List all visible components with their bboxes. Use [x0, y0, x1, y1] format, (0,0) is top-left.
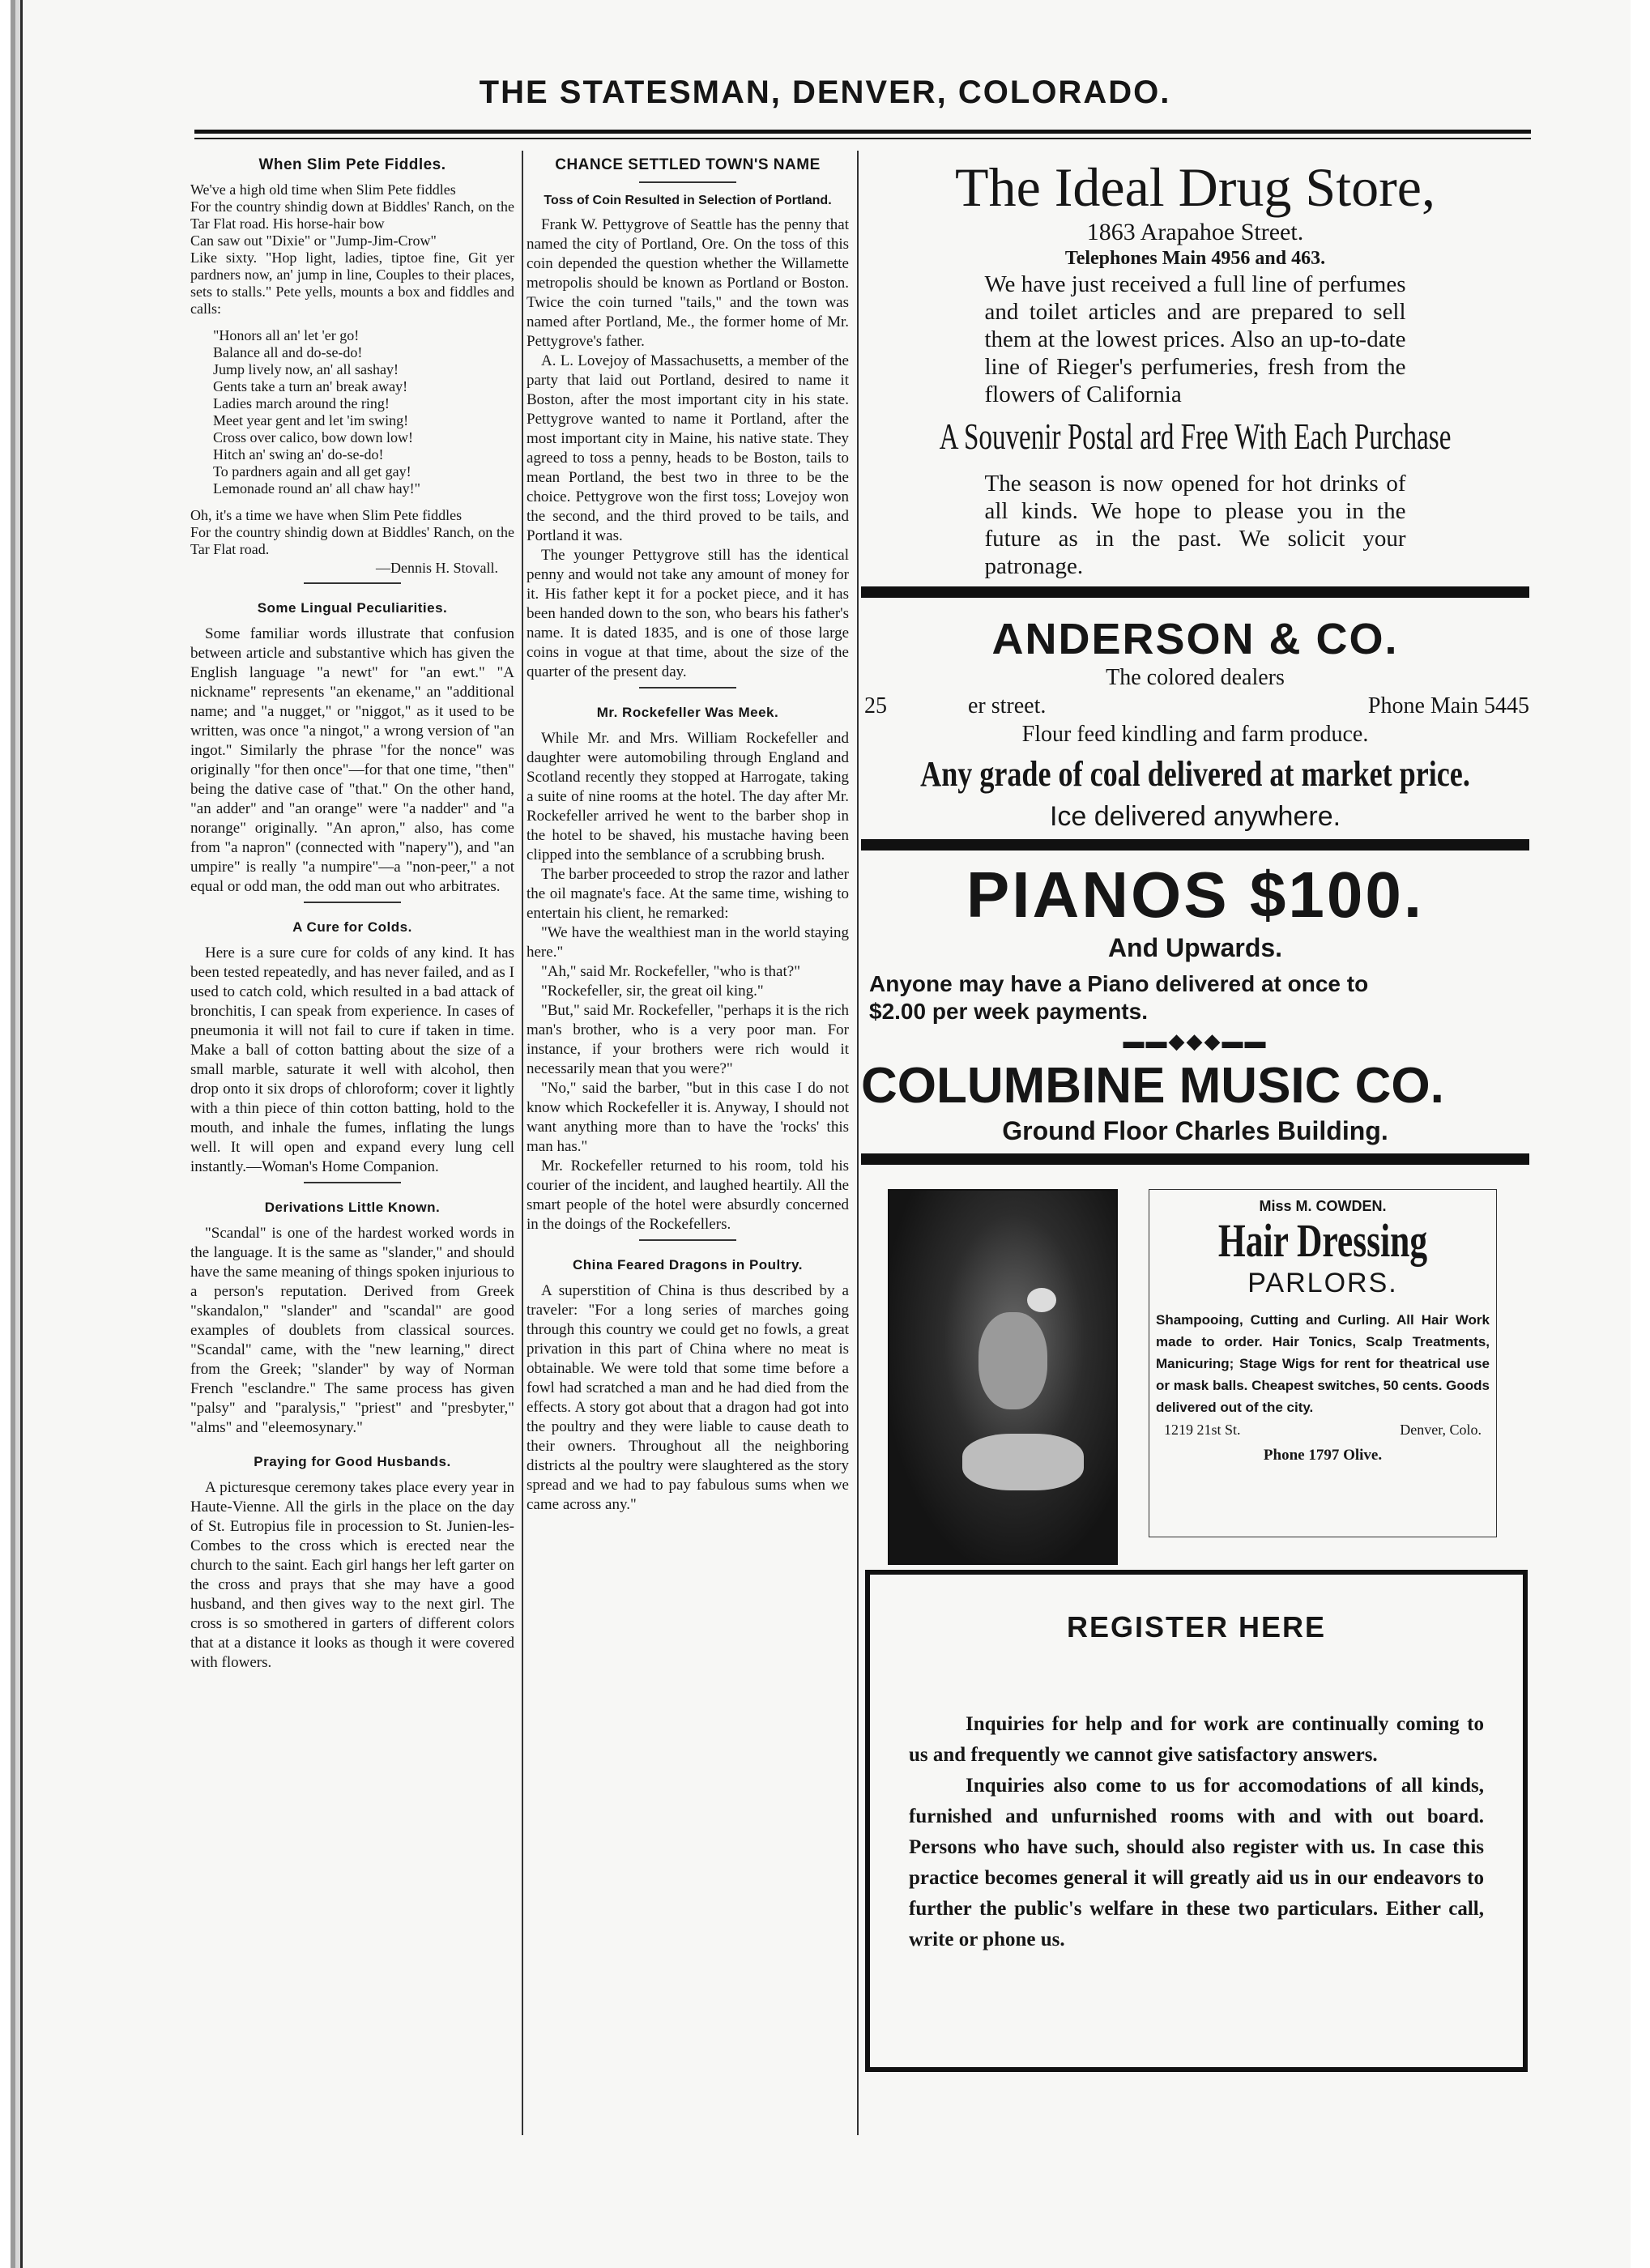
article-paragraph: A. L. Lovejoy of Massachusetts, a member of the party that laid out Portland, desired to name it Boston, after the most important city in his state. Pettygrove wanted to name it Portland, after the most important city in Maine, his native state. They agreed to toss a penny, heads to be Boston, tails to mean Portland, the best two in three to be the choice. Pettygrove won the first toss; Lovejoy won the second, and the third proved to be tails, and Portland it was. — [527, 352, 849, 544]
ad-register-here — [865, 1570, 1528, 2072]
article-slim-pete — [190, 156, 514, 584]
ad-body: We have just received a full line of perfumes and toilet articles and are prepared to sell them at the lowest prices. Also an up-to-date line of Rieger's perfumeries, fresh from the flowers of California — [984, 271, 1406, 407]
ad-body: Shampooing, Cutting and Curling. All Hair Work made to order. Hair Tonics, Scalp Treatments, Manicuring; Stage Wigs for rent for theatrical use or mask balls. Cheapest switches, 50 cents. Goods delivered out of the city. — [1156, 1312, 1490, 1415]
article-body: Some familiar words illustrate that confusion between article and substantive which has given the English language "a newt" for "an ewt." "A nickname" represents "an ekename," an "additional name; and "a nugget," or "niggot," as it used to be written, was once "a ningot," a wrong version of "an ingot." Similarly the phrase "for the nonce" was originally "for then once"—for that one time, "then" being the dative case of "that." On the other hand, "an adder" and "an orange" were "a nadder" and "a norange" originally. "An apron," also, has come from "a napron" (connected with "napery"), and "an umpire" is really "a numpire"—a "non-peer," a not equal or odd man, the odd man out who arbitrates. — [190, 625, 514, 895]
city: Denver, Colo. — [1400, 1422, 1482, 1438]
ad-body — [909, 1709, 1484, 1955]
article-paragraph: "We have the wealthiest man in the world staying here." — [527, 924, 849, 961]
ad-closing: The season is now opened for hot drinks of all kinds. We hope to please you in the future as in the past. We solicit your patronage. — [984, 471, 1406, 579]
article-paragraph: "Ah," said Mr. Rockefeller, "who is that?" — [541, 963, 800, 980]
ad-subtitle: PARLORS. — [1247, 1268, 1398, 1298]
poem-intro: We've a high old time when Slim Pete fiddles For the country shindig down at Biddles' Ranch, on the Tar Flat road. His horse-hair bow Can saw out "Dixie" or "Jump-Jim-Crow" Like sixty. "Hop light, ladies, tiptoe fine, Git yer pardners now, an' jump in line, Couples to their places, sets to stalls." Pete yells, mounts a box and fiddles and calls: — [190, 181, 514, 317]
article-lingual — [190, 599, 514, 903]
phone: Phone Main 5445 — [1367, 693, 1529, 718]
article-body: Here is a sure cure for colds of any kind. It has been tested repeatedly, and has never failed, and as I used to catch cold, which resulted in a bad attack of bronchitis, I can speak from experience. In cases of pneumonia it will not fail to cure if taken in time. Make a ball of cotton batting about the size of a small marble, saturate it well with alcohol, then drop onto it six drops of chloroform; cover it lightly with a thin piece of thin cotton batting, hold to the mouth, and inhale the fumes, inflating the lungs well. It will open and expand every lung cell instantly.—Woman's Home Companion. — [190, 944, 514, 1175]
portrait-flower — [1027, 1288, 1056, 1312]
portrait-face — [978, 1312, 1047, 1409]
article-paragraph: The barber proceeded to strop the razor and lather the oil magnate's face. At the same time, wishing to entertain his client, he remarked: — [527, 866, 849, 922]
ad-company: COLUMBINE MUSIC CO. — [861, 1058, 1444, 1114]
hair-ad-box — [1149, 1189, 1497, 1537]
section-rule — [639, 181, 736, 183]
article-china — [527, 1256, 849, 1515]
ads-column — [861, 156, 1529, 2088]
ad-hair-dressing — [861, 1189, 1529, 1570]
article-paragraph: "No," said the barber, "but in this case I do not know which Rockefeller it is. Anyway, I should not want anything more than to have the 'rocks' this man has." — [527, 1080, 849, 1155]
article-title: CHANCE SETTLED TOWN'S NAME — [555, 156, 821, 173]
article-title: China Feared Dragons in Poultry. — [573, 1257, 803, 1273]
register-paragraph: Inquiries for help and for work are continually coming to us and frequently we cannot give satisfactory answers. — [909, 1713, 1484, 1766]
proprietor-name: Miss M. COWDEN. — [1259, 1198, 1387, 1214]
register-wrap — [861, 1570, 1529, 2088]
ad-upwards: And Upwards. — [1107, 933, 1283, 962]
article-title: Derivations Little Known. — [264, 1200, 441, 1215]
column-1 — [190, 156, 514, 1673]
ad-anderson — [861, 614, 1529, 833]
ad-location: Ground Floor Charles Building. — [1002, 1116, 1388, 1145]
ad-ideal-drug-store — [861, 156, 1529, 580]
ad-address-row — [861, 692, 1529, 721]
article-body: "Scandal" is one of the hardest worked words in the language. It is the same as "slander," and should have the same meaning of things spoken injurious to a person's reputation. Derived from Greek "skandalon," "slander" and "scandal" are good examples of doublets from classical sources. "Scandal" came, with the "new learning," direct from the Greek; "slander" by way of Norman French "esclandre." The same process has given "palsy" and "paralysis," "priest" and "presbyter," "alms" and "eleemosynary." — [190, 1225, 514, 1436]
ad-title: ANDERSON & CO. — [991, 615, 1399, 663]
poem-signature: —Dennis H. Stovall. — [376, 560, 498, 576]
ad-title: REGISTER HERE — [1066, 1610, 1327, 1643]
masthead-rule-thin — [194, 138, 1531, 139]
ad-divider — [861, 586, 1529, 598]
masthead-rule — [194, 130, 1531, 134]
section-rule — [639, 687, 736, 688]
register-paragraph: Inquiries also come to us for accomodations of all kinds, furnished and unfurnished rooms with and with out board. Persons who have such, should also register with us. In case this practice becomes general it will greatly aid us in our endeavors to further the public's welfare in these two particulars. Either call, write or phone us. — [909, 1775, 1484, 1950]
ad-coal: Any grade of coal delivered at market price. — [920, 754, 1470, 794]
ad-produce: Flour feed kindling and farm produce. — [1021, 722, 1369, 747]
article-subtitle: Toss of Coin Resulted in Selection of Portland. — [544, 194, 832, 207]
ad-pianos — [861, 859, 1529, 1147]
ad-address: 1863 Arapahoe Street. — [1086, 219, 1304, 245]
ad-body: Anyone may have a Piano delivered at once to $2.00 per week payments. — [869, 971, 1369, 1024]
article-praying — [190, 1452, 514, 1673]
ad-telephones: Telephones Main 4956 and 463. — [1064, 248, 1326, 269]
ad-title: Hair Dressing — [1217, 1214, 1428, 1267]
section-rule — [304, 1182, 401, 1183]
ad-souvenir-offer: A Souvenir Postal ard Free With Each Purchase — [939, 416, 1452, 457]
article-paragraph: The younger Pettygrove still has the identical penny and would not take any amount of money for it. His father kept it for a pocket piece, and it has been handed down to the son, who bears his father's name. It is dated 1835, and is one of those large coins in vogue at that time, about the size of the quarter of the present day. — [527, 547, 849, 680]
article-title: A Cure for Colds. — [292, 919, 412, 935]
ad-divider — [861, 1153, 1529, 1165]
ad-ice: Ice delivered anywhere. — [1049, 801, 1341, 832]
section-rule — [304, 902, 401, 903]
article-body: A superstition of China is thus described by a traveler: "For a long series of marches going through this country we could get no fowls, a great privation in this part of China where no meat is obtainable. We were told that some time before a fowl had scratched a man and he had died from the effects. A story got about that a dragon had got into the poultry and they were liable to cause death to their owners. Throughout all the neighboring districts al the poultry were slaughtered as the story spread and we had to pay fabulous sums when we came across any." — [527, 1282, 849, 1513]
ad-title: PIANOS $100. — [966, 859, 1425, 931]
street-address: 1219 21st St. — [1164, 1422, 1241, 1438]
ad-divider — [861, 839, 1529, 850]
section-rule — [304, 582, 401, 584]
article-rockefeller — [527, 703, 849, 1241]
article-body: A picturesque ceremony takes place every year in Haute-Vienne. All the girls in the place on the day of St. Eutropius file in procession to St. Junien-les-Combes to the cross which is erected near the church to the saint. Each girl hangs her left garter on the cross and prays that she may have a good husband, and then gives way to the next girl. The cross is so smothered in garters of different colors that at a distance it looks as though it were covered with flowers. — [190, 1479, 514, 1671]
column-divider-1 — [522, 151, 523, 2135]
section-rule — [639, 1239, 736, 1241]
portrait-photo — [888, 1189, 1118, 1565]
article-title: Some Lingual Peculiarities. — [257, 600, 448, 616]
article-title: Mr. Rockefeller Was Meek. — [596, 705, 779, 720]
article-paragraph: While Mr. and Mrs. William Rockefeller and daughter were automobiling through England and Scotland recently they stopped at Harrogate, taking a suite of nine rooms at the hotel. The day after Mr. Rockefeller arrived he went to the barber shop in the hotel to be shaved, his mustache having been clipped into the semblance of a scrubbing brush. — [527, 730, 849, 863]
street-number: 25 — [864, 693, 887, 718]
ad-tagline: The colored dealers — [1106, 665, 1285, 690]
ornament-divider: ▬▬◆◆◆▬▬ — [1123, 1030, 1268, 1053]
masthead: THE STATESMAN, DENVER, COLORADO. — [479, 75, 1171, 110]
phone: Phone 1797 Olive. — [1263, 1447, 1383, 1464]
column-2 — [527, 156, 849, 1515]
poem-outro: Oh, it's a time we have when Slim Pete fiddles For the country shindig down at Biddles' Ranch, on the Tar Flat road. — [190, 507, 514, 557]
article-derivations — [190, 1198, 514, 1438]
column-divider-2 — [857, 151, 859, 2135]
street-name: er street. — [968, 693, 1047, 718]
article-paragraph: Frank W. Pettygrove of Seattle has the penny that named the city of Portland, Ore. On the toss of this coin depended the question whether the Willamette metropolis should be known as Portland or Boston. Twice the coin turned "tails," and the town was named after Portland, Me., the former home of Mr. Pettygrove's father. — [527, 216, 849, 350]
portrait-collar — [962, 1434, 1084, 1490]
poem-verse: "Honors all an' let 'er go! Balance all and do-se-do! Jump lively now, an' all sashay! Gents take a turn an' break away! Ladies march around the ring! Meet year gent and let 'im swing! Cross over calico, bow down low! Hitch an' swing an' do-se-do! To pardners again and all get gay! Lemonade round an' all chaw hay!" — [213, 327, 420, 497]
ad-address-row — [1156, 1422, 1490, 1439]
article-paragraph: Mr. Rockefeller returned to his room, told his courier of the incident, and laughed heartily. All the smart people of the hotel were absurdly concerned in the doings of the Rockefellers. — [527, 1157, 849, 1233]
article-title: When Slim Pete Fiddles. — [258, 156, 446, 173]
article-paragraph: "But," said Mr. Rockefeller, "perhaps it is the rich man's brother, who is a very poor man. For instance, if your brothers were rich would it necessarily mean that you were?" — [527, 1002, 849, 1077]
ad-title: The Ideal Drug Store, — [955, 156, 1435, 218]
article-paragraph: "Rockefeller, sir, the great oil king." — [541, 983, 764, 1000]
article-chance — [527, 156, 849, 688]
article-title: Praying for Good Husbands. — [254, 1454, 451, 1469]
article-colds — [190, 918, 514, 1183]
